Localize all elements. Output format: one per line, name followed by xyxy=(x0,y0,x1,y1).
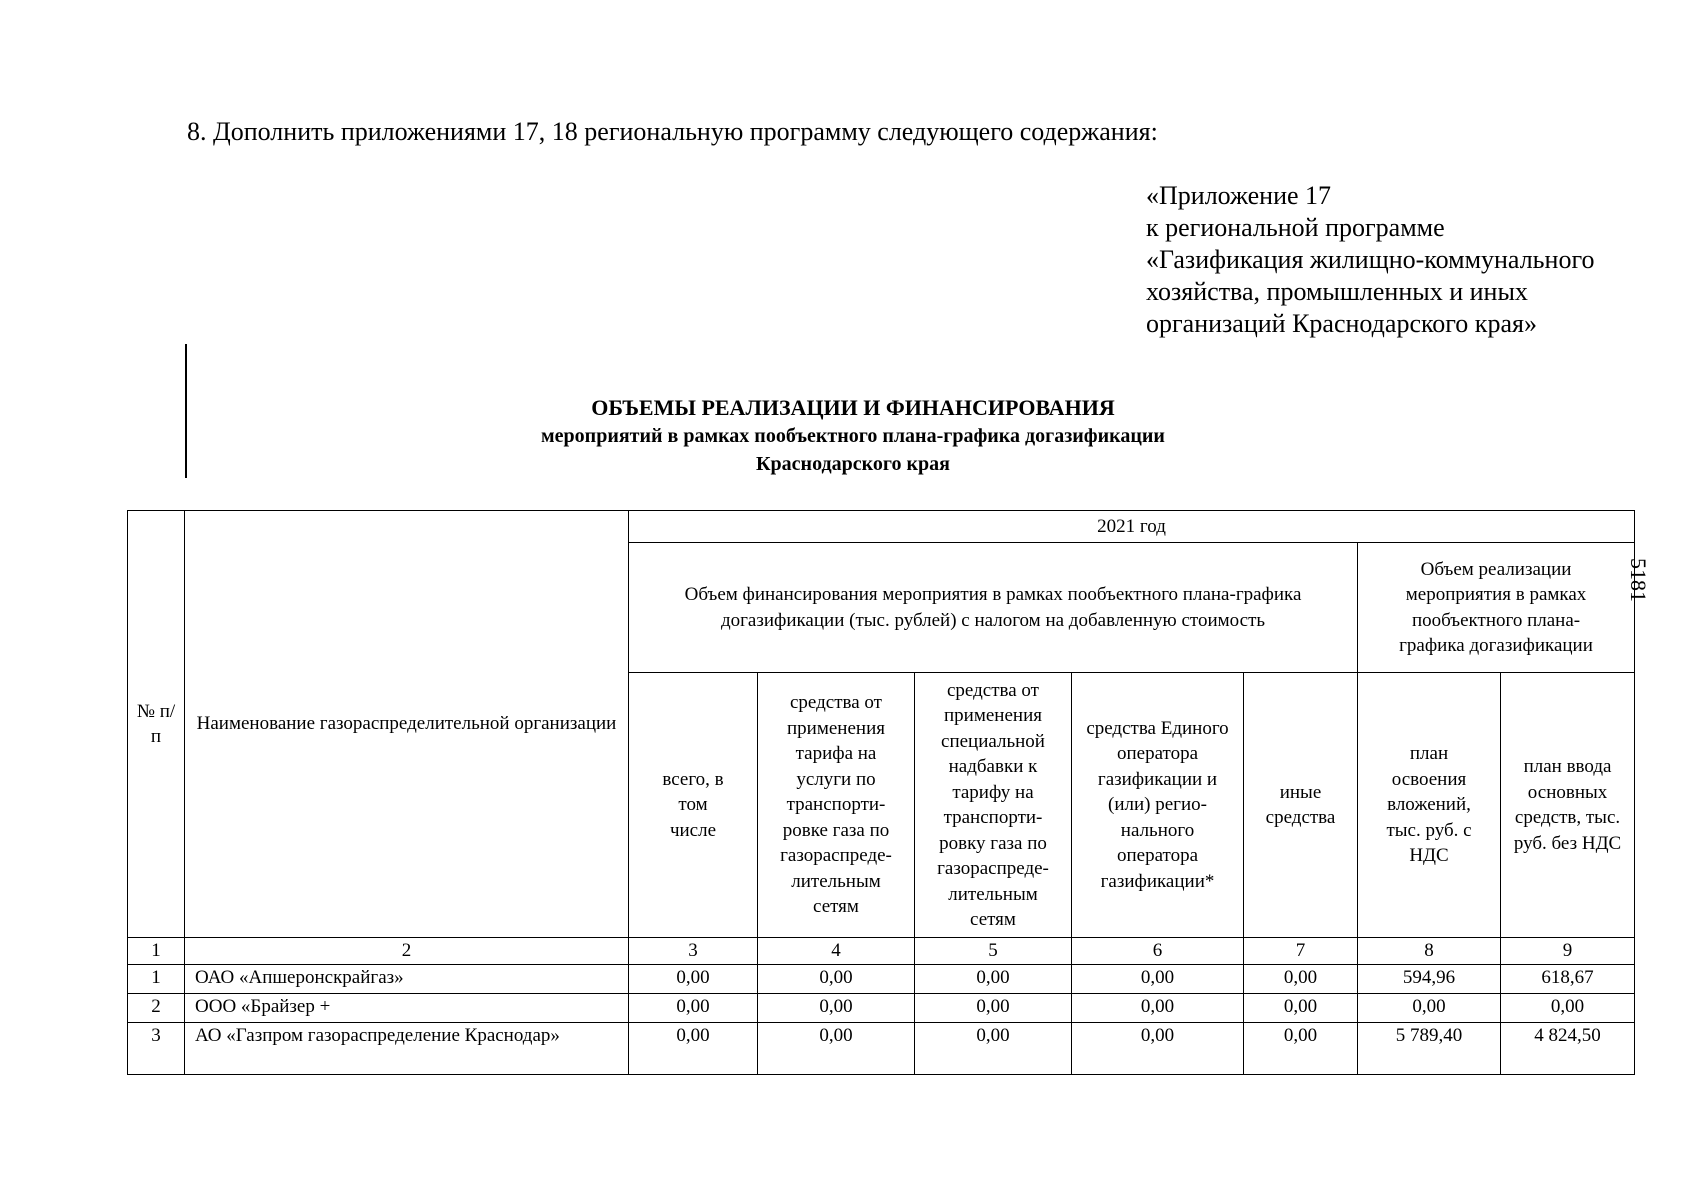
value-total: 0,00 xyxy=(629,994,758,1023)
value-operator: 0,00 xyxy=(1072,1023,1244,1075)
title-sub-line-1: мероприятий в рамках пообъектного плана-графика догазификации xyxy=(541,425,1165,447)
financing-table xyxy=(127,510,1635,1075)
header-col-tariff: средства от применения тарифа на услуги по транспорти-ровке газа по газораспреде-лительным сетям xyxy=(758,673,915,938)
appendix-line-5: организаций Краснодарского края» xyxy=(1146,309,1537,338)
intro-text: 8. Дополнить приложениями 17, 18 региональную программу следующего содержания: xyxy=(187,117,1158,146)
header-col-investment-plan: план освоения вложений, тыс. руб. с НДС xyxy=(1358,673,1501,938)
organization-name: АО «Газпром газораспределение Краснодар» xyxy=(185,1023,629,1075)
table-row xyxy=(128,965,1635,994)
value-other: 0,00 xyxy=(1244,1023,1358,1075)
table-row xyxy=(128,994,1635,1023)
value-commissioning-plan: 618,67 xyxy=(1501,965,1635,994)
header-volume-group: Объем реализации мероприятия в рамках пообъектного плана-графика догазификации xyxy=(1358,543,1635,673)
value-commissioning-plan: 0,00 xyxy=(1501,994,1635,1023)
column-numbering-row xyxy=(128,938,1635,965)
value-operator: 0,00 xyxy=(1072,965,1244,994)
header-col-commissioning-plan: план ввода основных средств, тыс. руб. без НДС xyxy=(1501,673,1635,938)
column-number: 7 xyxy=(1244,938,1358,965)
header-row-year xyxy=(128,511,1635,543)
value-commissioning-plan: 4 824,50 xyxy=(1501,1023,1635,1075)
appendix-line-1: «Приложение 17 xyxy=(1146,181,1332,210)
column-number: 9 xyxy=(1501,938,1635,965)
value-investment-plan: 5 789,40 xyxy=(1358,1023,1501,1075)
value-tariff: 0,00 xyxy=(758,994,915,1023)
value-tariff: 0,00 xyxy=(758,965,915,994)
appendix-heading xyxy=(1146,180,1594,340)
value-special-surcharge: 0,00 xyxy=(915,994,1072,1023)
header-year: 2021 год xyxy=(629,511,1635,543)
title-sub-line-2: Краснодарского края xyxy=(756,453,950,475)
column-number: 3 xyxy=(629,938,758,965)
value-total: 0,00 xyxy=(629,965,758,994)
column-number: 1 xyxy=(128,938,185,965)
value-investment-plan: 0,00 xyxy=(1358,994,1501,1023)
value-operator: 0,00 xyxy=(1072,994,1244,1023)
header-name: Наименование газораспределительной организации xyxy=(185,511,629,938)
appendix-line-3: «Газификация жилищно-коммунального xyxy=(1146,245,1595,274)
row-number: 2 xyxy=(128,994,185,1023)
column-number: 4 xyxy=(758,938,915,965)
value-special-surcharge: 0,00 xyxy=(915,1023,1072,1075)
header-col-other: иные средства xyxy=(1244,673,1358,938)
column-number: 2 xyxy=(185,938,629,965)
header-col-total: всего, в том числе xyxy=(629,673,758,938)
column-number: 5 xyxy=(915,938,1072,965)
column-number: 8 xyxy=(1358,938,1501,965)
header-col-special-surcharge: средства от применения специальной надбавки к тарифу на транспорти-ровку газа по газораспреде-лительным сетям xyxy=(915,673,1072,938)
column-number: 6 xyxy=(1072,938,1244,965)
value-special-surcharge: 0,00 xyxy=(915,965,1072,994)
value-tariff: 0,00 xyxy=(758,1023,915,1075)
value-other: 0,00 xyxy=(1244,965,1358,994)
row-number: 1 xyxy=(128,965,185,994)
organization-name: ООО «Брайзер + xyxy=(185,994,629,1023)
header-num: № п/п xyxy=(128,511,185,938)
appendix-line-2: к региональной программе xyxy=(1146,213,1445,242)
appendix-line-4: хозяйства, промышленных и иных xyxy=(1146,277,1528,306)
page-number: 5181 xyxy=(1626,558,1651,602)
value-total: 0,00 xyxy=(629,1023,758,1075)
header-col-operator: средства Единого оператора газификации и (или) регио-нального оператора газификации* xyxy=(1072,673,1244,938)
row-number: 3 xyxy=(128,1023,185,1075)
organization-name: ОАО «Апшеронскрайгаз» xyxy=(185,965,629,994)
value-other: 0,00 xyxy=(1244,994,1358,1023)
title-main: ОБЪЕМЫ РЕАЛИЗАЦИИ И ФИНАНСИРОВАНИЯ xyxy=(591,395,1115,420)
value-investment-plan: 594,96 xyxy=(1358,965,1501,994)
document-title xyxy=(187,394,1519,478)
header-financing-group: Объем финансирования мероприятия в рамках пообъектного плана-графика догазификации (тыс. рублей) с налогом на добавленную стоимость xyxy=(629,543,1358,673)
table-row xyxy=(128,1023,1635,1075)
